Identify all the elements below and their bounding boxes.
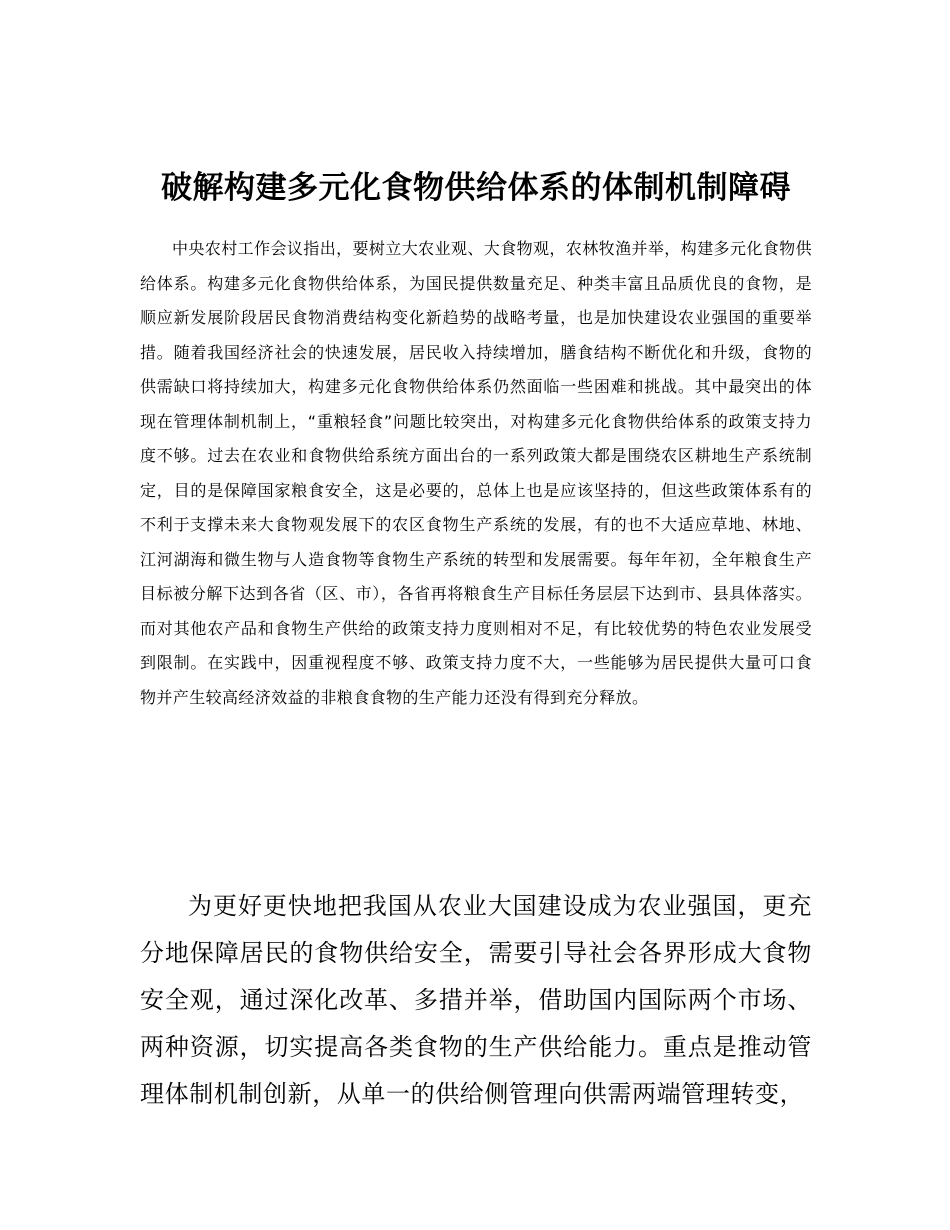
paragraph-1: 中央农村工作会议指出，要树立大农业观、大食物观，农林牧渔并举，构建多元化食物供给体系。构建多元化食物供给体系，为国民提供数量充足、种类丰富且品质优良的食物，是顺应新发展阶段居民食物消费结构变化新趋势的战略考量，也是加快建设农业强国的重要举措。随着我国经济社会的快速发展，居民收入持续增加，膳食结构不断优化和升级，食物的供需缺口将持续加大，构建多元化食物供给体系仍然面临一些困难和挑战。其中最突出的体现在管理体制机制上，“重粮轻食”问题比较突出，对构建多元化食物供给体系的政策支持力度不够。过去在农业和食物供给系统方面出台的一系列政策大都是围绕农区耕地生产系统制定，目的是保障国家粮食安全，这是必要的，总体上也是应该坚持的，但这些政策体系有的不利于支撑未来大食物观发展下的农区食物生产系统的发展，有的也不大适应草地、林地、江河湖海和微生物与人造食物等食物生产系统的转型和发展需要。每年年初，全年粮食生产目标被分解下达到各省（区、市），各省再将粮食生产目标任务层层下达到市、县具体落实。而对其他农产品和食物生产供给的政策支持力度则相对不足，有比较优势的特色农业发展受到限制。在实践中，因重视程度不够、政策支持力度不大，一些能够为居民提供大量可口食物并产生较高经济效益的非粮食食物的生产能力还没有得到充分释放。 [140,239,812,707]
document-title: 破解构建多元化食物供给体系的体制机制障碍 [161,170,791,206]
paragraph-2: 为更好更快地把我国从农业大国建设成为农业强国，更充分地保障居民的食物供给安全，需要引导社会各界形成大食物安全观，通过深化改革、多措并举，借助国内国际两个市场、两种资源，切实提高各类食物的生产供给能力。重点是推动管理体制机制创新，从单一的供给侧管理向供需两端管理转变， [140,892,812,1108]
